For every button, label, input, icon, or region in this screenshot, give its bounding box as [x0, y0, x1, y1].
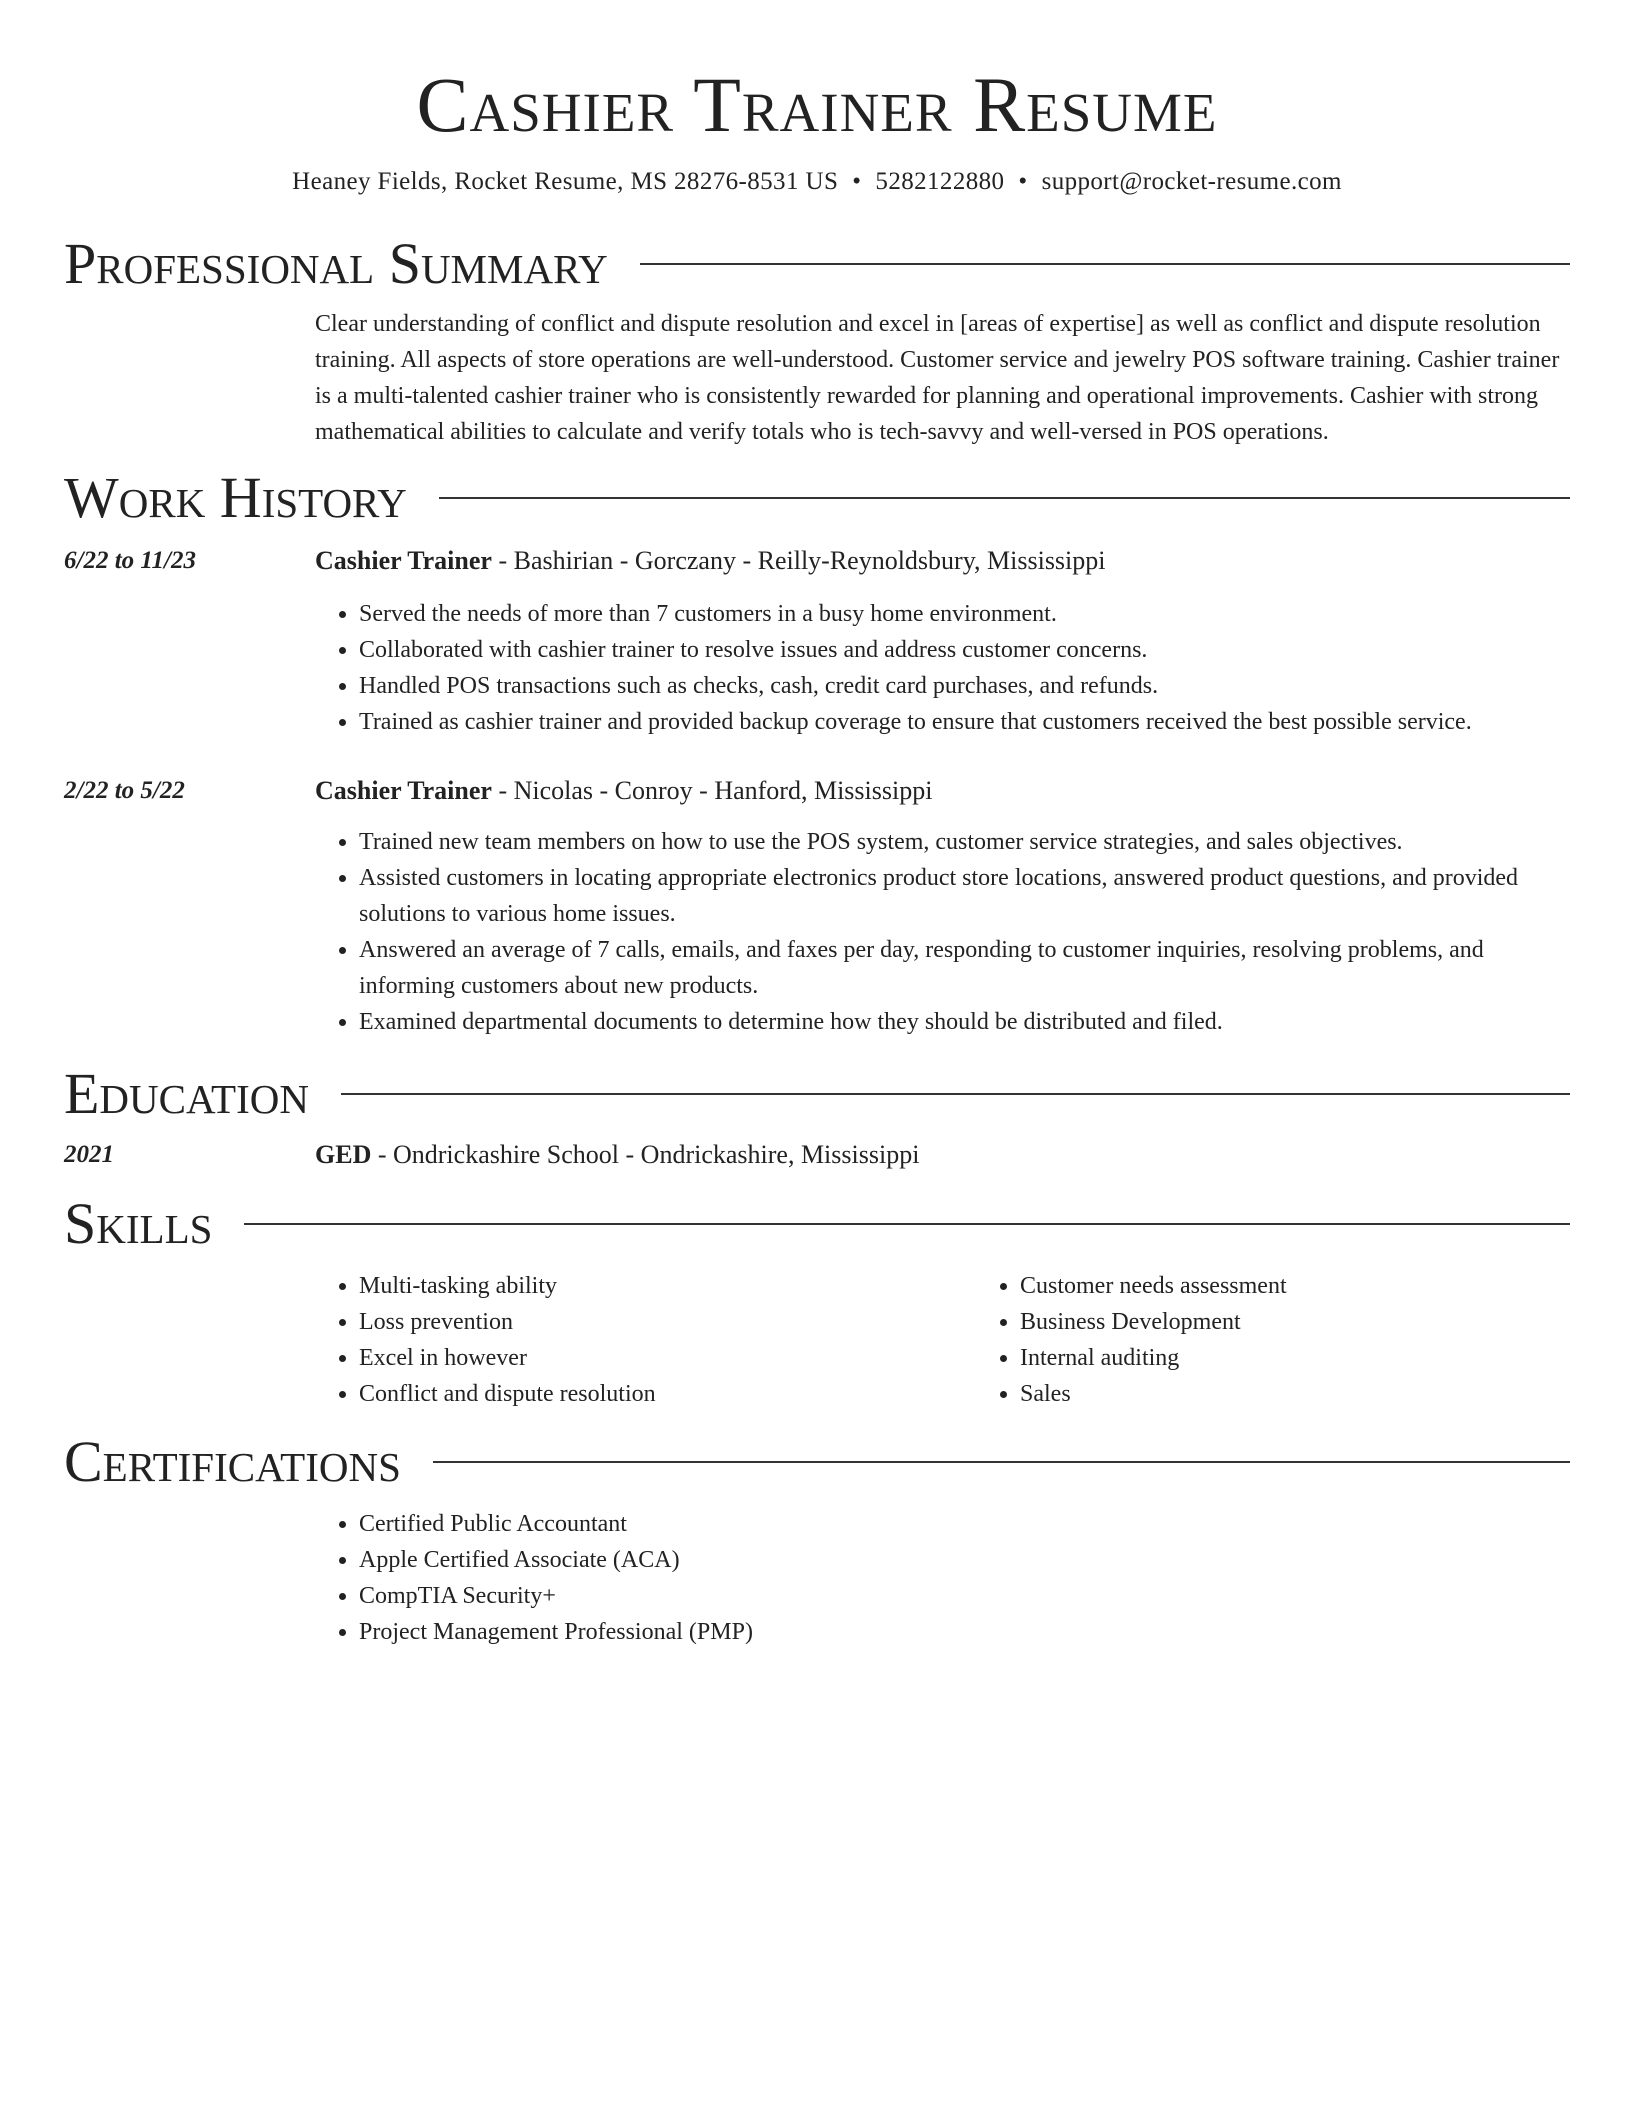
job-entry: [64, 544, 1570, 740]
certifications-body: [315, 1506, 1570, 1650]
job-title: Cashier Trainer: [315, 546, 492, 575]
certifications-heading: Certifications: [64, 1429, 401, 1494]
contact-line: [64, 166, 1570, 198]
summary-body: [315, 306, 1570, 450]
job-bullet: • Assisted customers in locating appropriate electronics product store locations, answered product questions, and provided solutions to various home issues.: [359, 860, 1570, 932]
job-heading-line: [315, 544, 1570, 578]
section-divider: [439, 497, 1570, 499]
summary-heading: Professional Summary: [64, 231, 608, 296]
skill-item: • Customer needs assessment: [1020, 1268, 1632, 1304]
section-divider: [640, 263, 1570, 265]
certification-item: • Certified Public Accountant: [359, 1506, 1570, 1542]
certifications-row: [64, 1506, 1570, 1650]
job-body: [315, 774, 1570, 1040]
summary-row: [64, 306, 1570, 450]
job-dates: 6/22 to 11/23: [64, 547, 196, 574]
education-body: [315, 1138, 1570, 1172]
section-divider: [341, 1093, 1570, 1095]
certifications-left-spacer: [64, 1506, 315, 1650]
skill-item: • Conflict and dispute resolution: [359, 1376, 976, 1412]
skill-item: • Multi-tasking ability: [359, 1268, 976, 1304]
section-divider: [244, 1223, 1570, 1225]
job-body: [315, 544, 1570, 740]
skill-item: • Sales: [1020, 1376, 1632, 1412]
skills-grid: [315, 1268, 1632, 1412]
education-line: [315, 1138, 1570, 1172]
job-details: - Nicolas - Conroy - Hanford, Mississippi: [491, 776, 933, 805]
skills-column-2: [976, 1268, 1632, 1412]
skills-section-header: [64, 1192, 1570, 1256]
skill-item: • Excel in however: [359, 1340, 976, 1376]
section-divider: [433, 1461, 1570, 1463]
skills-left-spacer: [64, 1268, 315, 1412]
education-section-header: [64, 1062, 1570, 1126]
job-bullet: • Collaborated with cashier trainer to resolve issues and address customer concerns.: [359, 632, 1570, 668]
certification-item: • Project Management Professional (PMP): [359, 1614, 1570, 1650]
job-bullet: • Answered an average of 7 calls, emails, and faxes per day, responding to customer inquiries, resolving problems, and informing customers about new products.: [359, 932, 1570, 1004]
job-heading-line: [315, 774, 1570, 808]
job-bullets: [315, 824, 1570, 1040]
job-details: - Bashirian - Gorczany - Reilly-Reynoldsbury, Mississippi: [491, 546, 1106, 575]
skill-item: • Loss prevention: [359, 1304, 976, 1340]
education-entry: [64, 1138, 1570, 1172]
skill-item: • Internal auditing: [1020, 1340, 1632, 1376]
skills-heading: Skills: [64, 1191, 213, 1256]
contact-phone: 5282122880: [875, 168, 1005, 195]
work-section-header: [64, 466, 1570, 530]
job-bullets: [315, 596, 1570, 740]
job-bullet: • Trained as cashier trainer and provided backup coverage to ensure that customers received the best possible service.: [359, 704, 1570, 740]
education-degree: GED: [315, 1140, 372, 1169]
resume-page: [64, 0, 1570, 1650]
education-year: 2021: [64, 1141, 114, 1168]
resume-title: Cashier Trainer Resume: [416, 61, 1218, 148]
certifications-section-header: [64, 1430, 1570, 1494]
contact-separator: •: [852, 168, 862, 195]
job-bullet: • Handled POS transactions such as checks, cash, credit card purchases, and refunds.: [359, 668, 1570, 704]
skills-row: [64, 1268, 1570, 1412]
job-title: Cashier Trainer: [315, 776, 492, 805]
certifications-list: [315, 1506, 1570, 1650]
job-dates: 2/22 to 5/22: [64, 777, 185, 804]
skills-column-1: [315, 1268, 976, 1412]
contact-email: support@rocket-resume.com: [1041, 168, 1342, 195]
summary-text: Clear understanding of conflict and dispute resolution and excel in [areas of expertise] as well as conflict and dispute resolution training. All aspects of store operations are well-understood. Customer service and jewelry POS software training. Cashier trainer is a multi-talented cashier trainer who is consistently rewarded for planning and operational improvements. Cashier with strong mathematical abilities to calculate and verify totals who is tech-savvy and well-versed in POS operations.: [315, 311, 1560, 445]
education-details: - Ondrickashire School - Ondrickashire, Mississippi: [371, 1140, 920, 1169]
job-bullet: • Examined departmental documents to determine how they should be distributed and filed.: [359, 1004, 1570, 1040]
contact-address: Heaney Fields, Rocket Resume, MS 28276-8531 US: [292, 168, 839, 195]
contact-separator: •: [1018, 168, 1028, 195]
summary-left-spacer: [64, 306, 315, 450]
job-bullet: • Trained new team members on how to use the POS system, customer service strategies, and sales objectives.: [359, 824, 1570, 860]
certification-item: • CompTIA Security+: [359, 1578, 1570, 1614]
summary-section-header: [64, 232, 1570, 296]
work-heading: Work History: [64, 465, 407, 530]
education-heading: Education: [64, 1061, 309, 1126]
job-bullet: • Served the needs of more than 7 customers in a busy home environment.: [359, 596, 1570, 632]
skill-item: • Business Development: [1020, 1304, 1632, 1340]
job-entry: [64, 774, 1570, 1040]
certification-item: • Apple Certified Associate (ACA): [359, 1542, 1570, 1578]
